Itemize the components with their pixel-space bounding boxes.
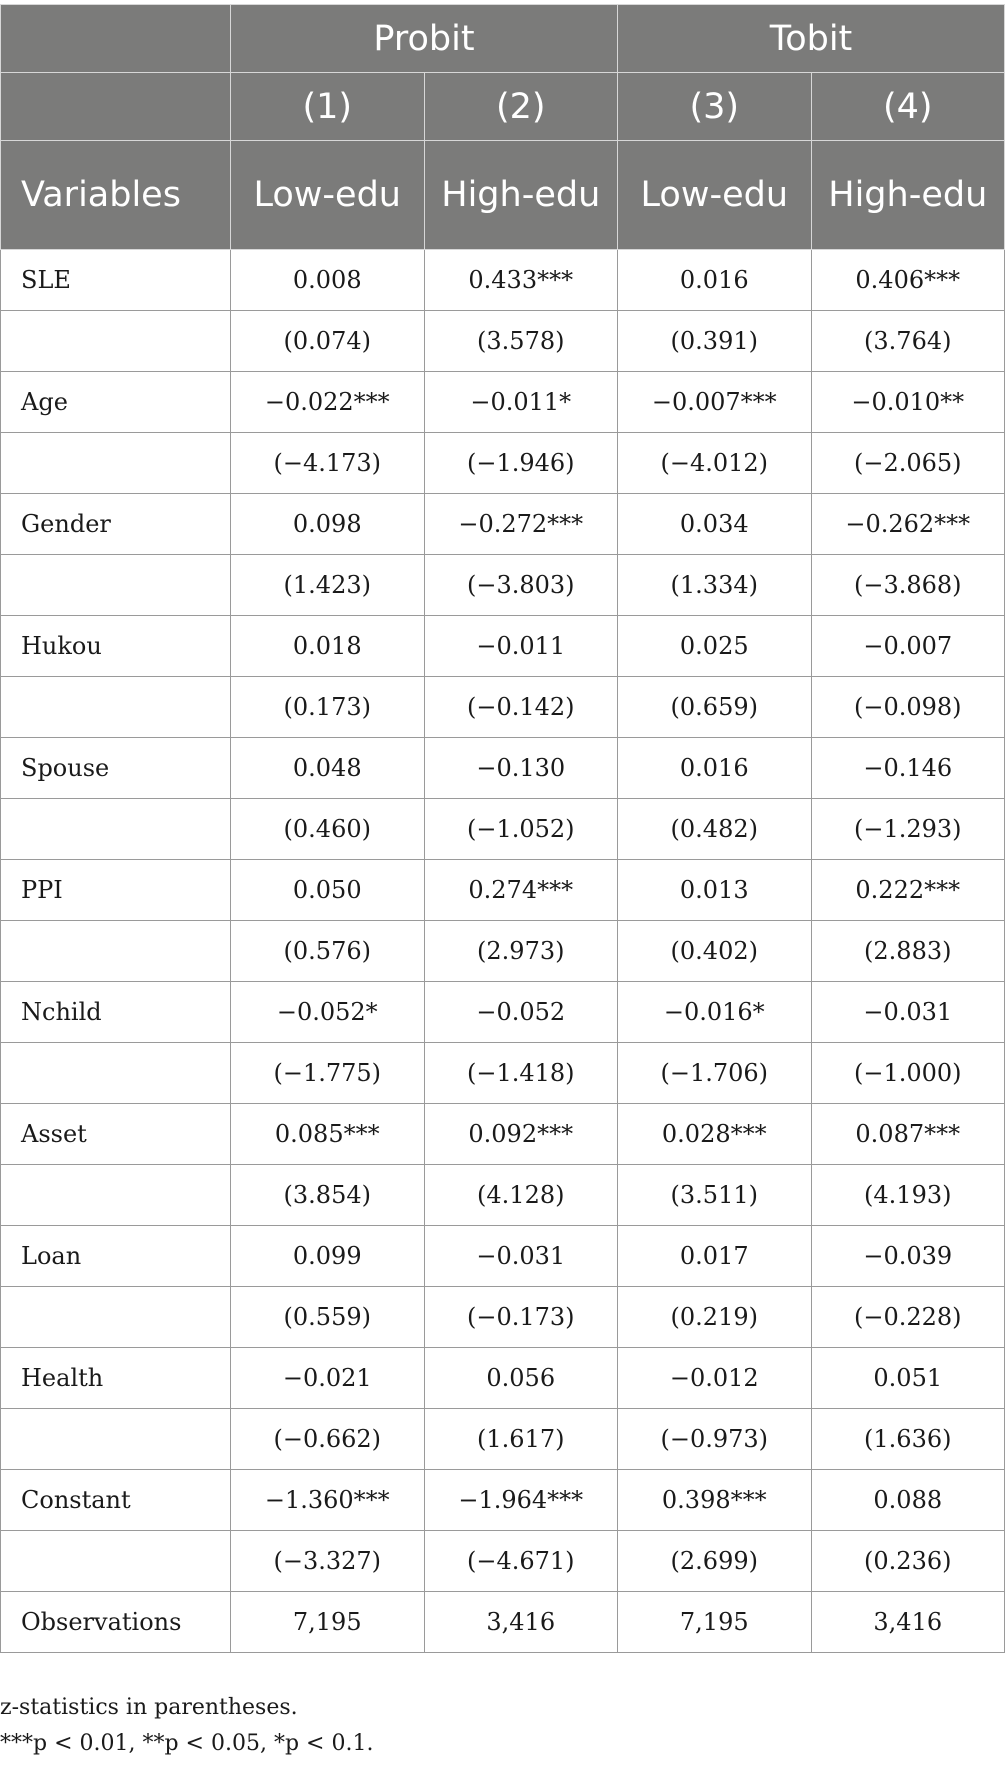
value-cell: 0.028*** (618, 1104, 812, 1165)
header-row-subheaders (1, 141, 1005, 250)
value-cell: (−3.327) (231, 1531, 425, 1592)
value-cell: 3,416 (811, 1592, 1005, 1653)
header-row-groups (1, 5, 1005, 73)
value-cell: (2.973) (424, 921, 618, 982)
value-cell: (−0.173) (424, 1287, 618, 1348)
header-subheader: High-edu (811, 141, 1005, 250)
value-cell: 0.008 (231, 250, 425, 311)
value-cell: (1.334) (618, 555, 812, 616)
value-cell: 0.051 (811, 1348, 1005, 1409)
note-statistics: z-statistics in parentheses. (0, 1695, 298, 1720)
variable-label: Hukou (1, 616, 231, 677)
table-header (1, 5, 1005, 250)
value-cell: (−1.293) (811, 799, 1005, 860)
value-cell: 0.016 (618, 738, 812, 799)
regression-table (0, 4, 1005, 1653)
value-cell: (2.699) (618, 1531, 812, 1592)
value-cell: 0.092*** (424, 1104, 618, 1165)
value-cell: (0.559) (231, 1287, 425, 1348)
variable-label: Constant (1, 1470, 231, 1531)
table-row (1, 555, 1005, 616)
variable-label (1, 921, 231, 982)
value-cell: (0.482) (618, 799, 812, 860)
value-cell: 7,195 (231, 1592, 425, 1653)
variable-label: PPI (1, 860, 231, 921)
value-cell: 0.098 (231, 494, 425, 555)
value-cell: (0.460) (231, 799, 425, 860)
value-cell: (−0.142) (424, 677, 618, 738)
table-row (1, 1104, 1005, 1165)
note-significance: ***p < 0.01, **p < 0.05, *p < 0.1. (0, 1731, 374, 1756)
table-row (1, 982, 1005, 1043)
value-cell: (−3.868) (811, 555, 1005, 616)
value-cell: (3.578) (424, 311, 618, 372)
value-cell: −0.031 (811, 982, 1005, 1043)
value-cell: (0.402) (618, 921, 812, 982)
value-cell: 3,416 (424, 1592, 618, 1653)
value-cell: 0.085*** (231, 1104, 425, 1165)
value-cell: −1.360*** (231, 1470, 425, 1531)
variable-label (1, 1287, 231, 1348)
value-cell: −0.052* (231, 982, 425, 1043)
value-cell: (3.764) (811, 311, 1005, 372)
table-row (1, 860, 1005, 921)
value-cell: 0.025 (618, 616, 812, 677)
table-body (1, 250, 1005, 1653)
value-cell: 0.018 (231, 616, 425, 677)
value-cell: (0.173) (231, 677, 425, 738)
table-row (1, 1531, 1005, 1592)
header-column-number: (4) (811, 73, 1005, 141)
value-cell: (−1.775) (231, 1043, 425, 1104)
value-cell: 0.016 (618, 250, 812, 311)
value-cell: (−0.228) (811, 1287, 1005, 1348)
value-cell: (0.391) (618, 311, 812, 372)
value-cell: 7,195 (618, 1592, 812, 1653)
header-group-probit: Probit (231, 5, 618, 73)
table-row (1, 250, 1005, 311)
value-cell: 0.099 (231, 1226, 425, 1287)
header-subheader: Low-edu (231, 141, 425, 250)
table-row (1, 1043, 1005, 1104)
value-cell: 0.274*** (424, 860, 618, 921)
table-row (1, 1470, 1005, 1531)
header-empty-cell (1, 5, 231, 73)
value-cell: −0.130 (424, 738, 618, 799)
value-cell: 0.222*** (811, 860, 1005, 921)
value-cell: (−1.706) (618, 1043, 812, 1104)
variable-label: Age (1, 372, 231, 433)
variable-label (1, 1043, 231, 1104)
value-cell: (0.659) (618, 677, 812, 738)
value-cell: 0.398*** (618, 1470, 812, 1531)
table-row (1, 799, 1005, 860)
value-cell: (3.854) (231, 1165, 425, 1226)
table-row (1, 616, 1005, 677)
variable-label: Health (1, 1348, 231, 1409)
value-cell: (−4.671) (424, 1531, 618, 1592)
value-cell: −0.022*** (231, 372, 425, 433)
value-cell: 0.017 (618, 1226, 812, 1287)
table-row (1, 372, 1005, 433)
table-notes (0, 1690, 373, 1762)
value-cell: (−1.946) (424, 433, 618, 494)
value-cell: −0.146 (811, 738, 1005, 799)
table-row (1, 921, 1005, 982)
variable-label: Nchild (1, 982, 231, 1043)
value-cell: (−3.803) (424, 555, 618, 616)
table-row (1, 1348, 1005, 1409)
value-cell: (−0.973) (618, 1409, 812, 1470)
header-empty-cell (1, 73, 231, 141)
variable-label (1, 677, 231, 738)
variable-label (1, 1165, 231, 1226)
variable-label: Asset (1, 1104, 231, 1165)
variable-label (1, 311, 231, 372)
variable-label: Gender (1, 494, 231, 555)
value-cell: −0.039 (811, 1226, 1005, 1287)
header-row-columns (1, 73, 1005, 141)
variable-label: SLE (1, 250, 231, 311)
value-cell: (1.636) (811, 1409, 1005, 1470)
table-row (1, 677, 1005, 738)
value-cell: (3.511) (618, 1165, 812, 1226)
header-subheader: Low-edu (618, 141, 812, 250)
value-cell: (−1.052) (424, 799, 618, 860)
value-cell: 0.433*** (424, 250, 618, 311)
value-cell: (0.236) (811, 1531, 1005, 1592)
header-column-number: (1) (231, 73, 425, 141)
value-cell: 0.050 (231, 860, 425, 921)
value-cell: 0.056 (424, 1348, 618, 1409)
table-row (1, 433, 1005, 494)
value-cell: −1.964*** (424, 1470, 618, 1531)
value-cell: −0.012 (618, 1348, 812, 1409)
value-cell: 0.048 (231, 738, 425, 799)
header-column-number: (2) (424, 73, 618, 141)
value-cell: −0.272*** (424, 494, 618, 555)
variable-label: Observations (1, 1592, 231, 1653)
value-cell: (0.576) (231, 921, 425, 982)
table-row (1, 1592, 1005, 1653)
value-cell: (−4.173) (231, 433, 425, 494)
value-cell: −0.021 (231, 1348, 425, 1409)
value-cell: (1.617) (424, 1409, 618, 1470)
value-cell: (−1.000) (811, 1043, 1005, 1104)
header-subheader: High-edu (424, 141, 618, 250)
value-cell: (4.193) (811, 1165, 1005, 1226)
value-cell: (−0.662) (231, 1409, 425, 1470)
variable-label: Spouse (1, 738, 231, 799)
value-cell: 0.088 (811, 1470, 1005, 1531)
value-cell: −0.011* (424, 372, 618, 433)
variable-label (1, 1409, 231, 1470)
variable-label (1, 799, 231, 860)
value-cell: (−1.418) (424, 1043, 618, 1104)
header-group-tobit: Tobit (618, 5, 1005, 73)
value-cell: 0.013 (618, 860, 812, 921)
value-cell: −0.052 (424, 982, 618, 1043)
value-cell: (−4.012) (618, 433, 812, 494)
value-cell: (0.219) (618, 1287, 812, 1348)
value-cell: (1.423) (231, 555, 425, 616)
value-cell: −0.031 (424, 1226, 618, 1287)
value-cell: −0.007 (811, 616, 1005, 677)
value-cell: (2.883) (811, 921, 1005, 982)
table-row (1, 1226, 1005, 1287)
value-cell: −0.010** (811, 372, 1005, 433)
value-cell: −0.007*** (618, 372, 812, 433)
table-row (1, 1165, 1005, 1226)
table-row (1, 494, 1005, 555)
value-cell: 0.087*** (811, 1104, 1005, 1165)
value-cell: −0.011 (424, 616, 618, 677)
header-variables-label: Variables (1, 141, 231, 250)
value-cell: 0.034 (618, 494, 812, 555)
value-cell: −0.016* (618, 982, 812, 1043)
variable-label: Loan (1, 1226, 231, 1287)
table-row (1, 738, 1005, 799)
table-row (1, 1287, 1005, 1348)
value-cell: −0.262*** (811, 494, 1005, 555)
value-cell: (0.074) (231, 311, 425, 372)
value-cell: 0.406*** (811, 250, 1005, 311)
variable-label (1, 555, 231, 616)
value-cell: (4.128) (424, 1165, 618, 1226)
value-cell: (−0.098) (811, 677, 1005, 738)
table-row (1, 1409, 1005, 1470)
value-cell: (−2.065) (811, 433, 1005, 494)
header-column-number: (3) (618, 73, 812, 141)
table-row (1, 311, 1005, 372)
variable-label (1, 1531, 231, 1592)
variable-label (1, 433, 231, 494)
